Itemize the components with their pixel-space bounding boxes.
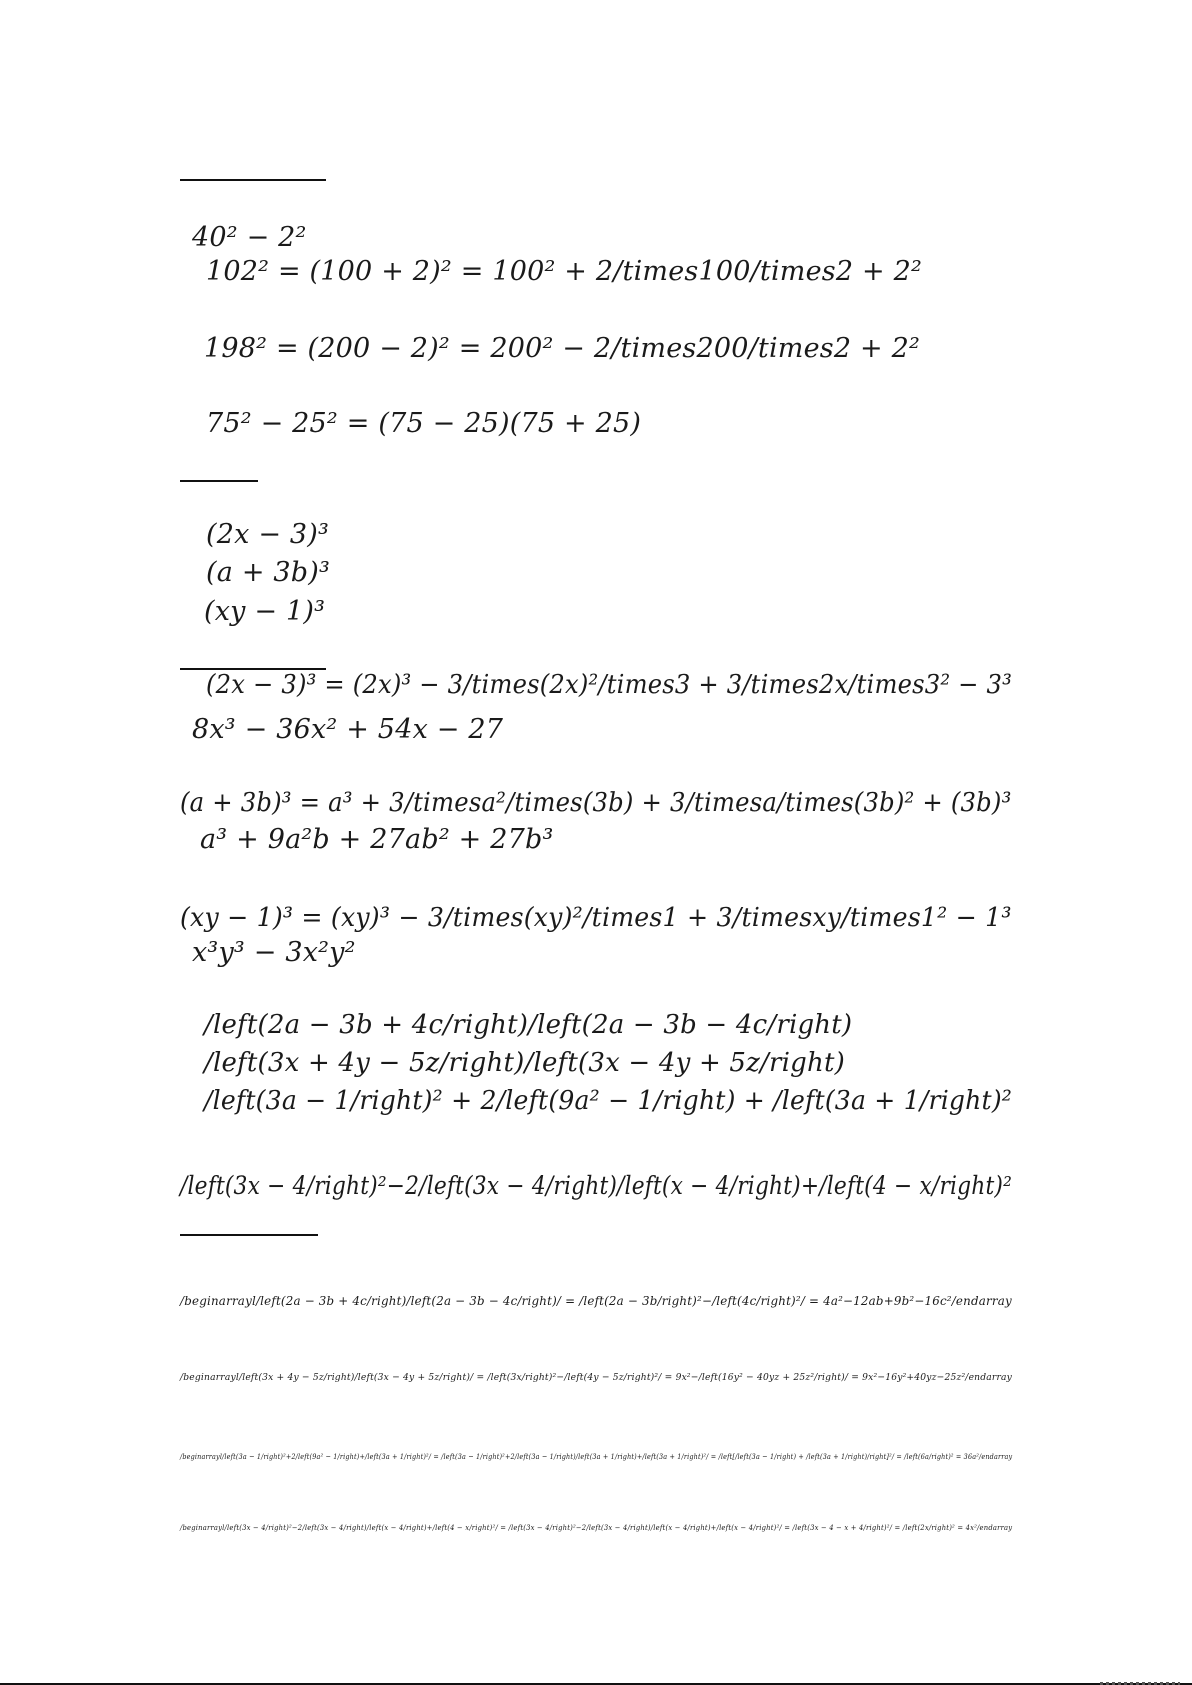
math-line: /beginarrayl/left(2a − 3b + 4c/right)/left(2a − 3b − 4c/right)/ = /left(2a − 3b/right)²−/left(4c/right)²/ = 4a²−12ab+9b²−16c²/endarray [180,1294,1012,1308]
math-line: x³y³ − 3x²y² [192,937,356,968]
math-line: (2x − 3)³ [206,519,330,550]
math-line: /left(3x − 4/right)²−2/left(3x − 4/right)/left(x − 4/right)+/left(4 − x/right)² [180,1171,1012,1200]
math-line: a³ + 9a²b + 27ab² + 27b³ [200,824,554,855]
math-line: (xy − 1)³ [204,596,326,627]
math-line: (a + 3b)³ [206,557,331,588]
math-line: /left(3x + 4y − 5z/right)/left(3x − 4y + 5z/right) [204,1048,845,1078]
math-line: (xy − 1)³ = (xy)³ − 3/times(xy)²/times1 + 3/timesxy/times1² − 1³ [180,903,1012,933]
math-line: /left(3a − 1/right)² + 2/left(9a² − 1/right) + /left(3a + 1/right)² [204,1086,1013,1116]
math-line: /beginarrayl/left(3a − 1/right)²+2/left(9a² − 1/right)+/left(3a + 1/right)²/ = /left(3a − 1/right)²+2/left(3a − 1/right)/left(3a + 1/right)+/left(3a + 1/right)²/ = /left[/left(3a − 1/right) + /left(3a + 1/right)/right]²/ = /left(6a/right)² = 36a²/endarray [180,1452,1013,1461]
math-line: /left(2a − 3b + 4c/right)/left(2a − 3b − 4c/right) [204,1010,853,1040]
section-rule-2 [180,480,258,482]
math-line: /beginarrayl/left(3x − 4/right)²−2/left(3x − 4/right)/left(x − 4/right)+/left(4 − x/right)²/ = /left(3x − 4/right)²−2/left(3x − 4/right)/left(x − 4/right)+/left(x − 4/right)²/ = /left(3x − 4 − x + 4/right)²/ = /left(2x/right)² = 4x²/endarray [180,1523,1013,1532]
math-line: (2x − 3)³ = (2x)³ − 3/times(2x)²/times3 + 3/times2x/times3² − 3³ [206,670,1013,700]
math-line: /beginarrayl/left(3x + 4y − 5z/right)/left(3x − 4y + 5z/right)/ = /left(3x/right)²−/left(4y − 5z/right)²/ = 9x²−/left(16y² − 40yz + 25z²/right)/ = 9x²−16y²+40yz−25z²/endarray [180,1372,1013,1383]
section-rule-4 [180,1234,318,1236]
math-line: 102² = (100 + 2)² = 100² + 2/times100/times2 + 2² [206,256,922,287]
math-line: (a + 3b)³ = a³ + 3/timesa²/times(3b) + 3/timesa/times(3b)² + (3b)³ [180,788,1012,818]
math-line: 8x³ − 36x² + 54x − 27 [192,714,504,745]
math-line: 198² = (200 − 2)² = 200² − 2/times200/times2 + 2² [204,333,920,364]
section-rule-1 [180,179,326,181]
math-line: 40² − 2² [192,222,307,253]
math-line: 75² − 25² = (75 − 25)(75 + 25) [206,408,642,439]
